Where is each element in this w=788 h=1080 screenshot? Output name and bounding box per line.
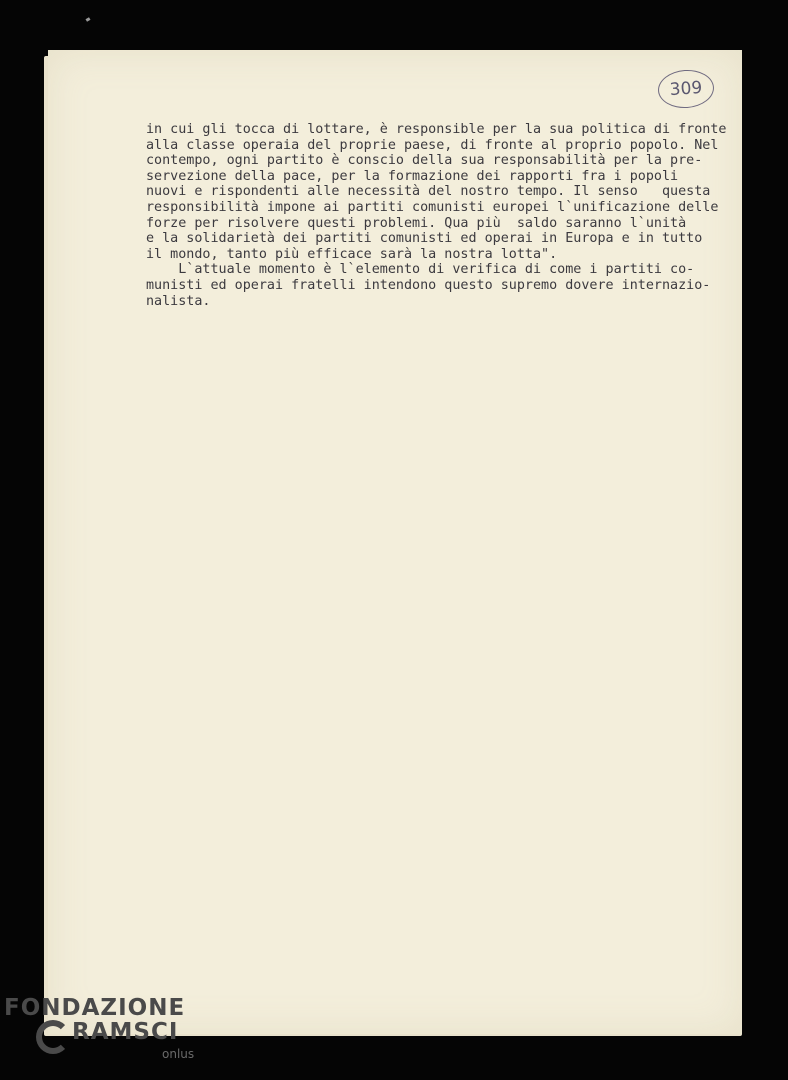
- text-line: munisti ed operai fratelli intendono questo supremo dovere internazio-: [146, 277, 711, 293]
- text-line: e la solidarietà dei partiti comunisti ed operai in Europa e in tutto: [146, 231, 703, 247]
- archive-number-stamp: 309: [657, 68, 716, 110]
- text-line: contempo, ogni partito è conscio della sua responsabilità per la pre-: [146, 153, 703, 169]
- text-line: nalista.: [146, 293, 211, 309]
- text-line: servezione della pace, per la formazione dei rapporti fra i popoli: [146, 168, 679, 184]
- logo-g-mark-icon: [36, 1020, 70, 1054]
- logo-title: FONDAZIONE: [4, 995, 186, 1021]
- text-line: L`attuale momento è l`elemento di verifica di come i partiti co-: [146, 262, 695, 278]
- text-line: nuovi e rispondenti alle necessità del nostro tempo. Il senso questa: [146, 184, 711, 200]
- text-line: il mondo, tanto più efficace sarà la nostra lotta".: [146, 246, 558, 262]
- text-line: alla classe operaia del proprie paese, di fronte al proprio popolo. Nel: [146, 137, 719, 153]
- text-line: responsibilità impone ai partiti comunisti europei l`unificazione delle: [146, 199, 719, 215]
- text-line: forze per risolvere questi problemi. Qua più saldo saranno l`unità: [146, 215, 687, 231]
- dust-speck: [86, 17, 91, 22]
- logo-onlus: onlus: [162, 1047, 195, 1061]
- logo-subtitle: RAMSCI: [72, 1019, 179, 1045]
- text-line: in cui gli tocca di lottare, è responsible per la sua politica di fronte: [146, 122, 727, 137]
- document-page: [48, 50, 742, 1034]
- fondazione-gramsci-logo: [4, 995, 194, 1070]
- typed-text: [146, 122, 727, 309]
